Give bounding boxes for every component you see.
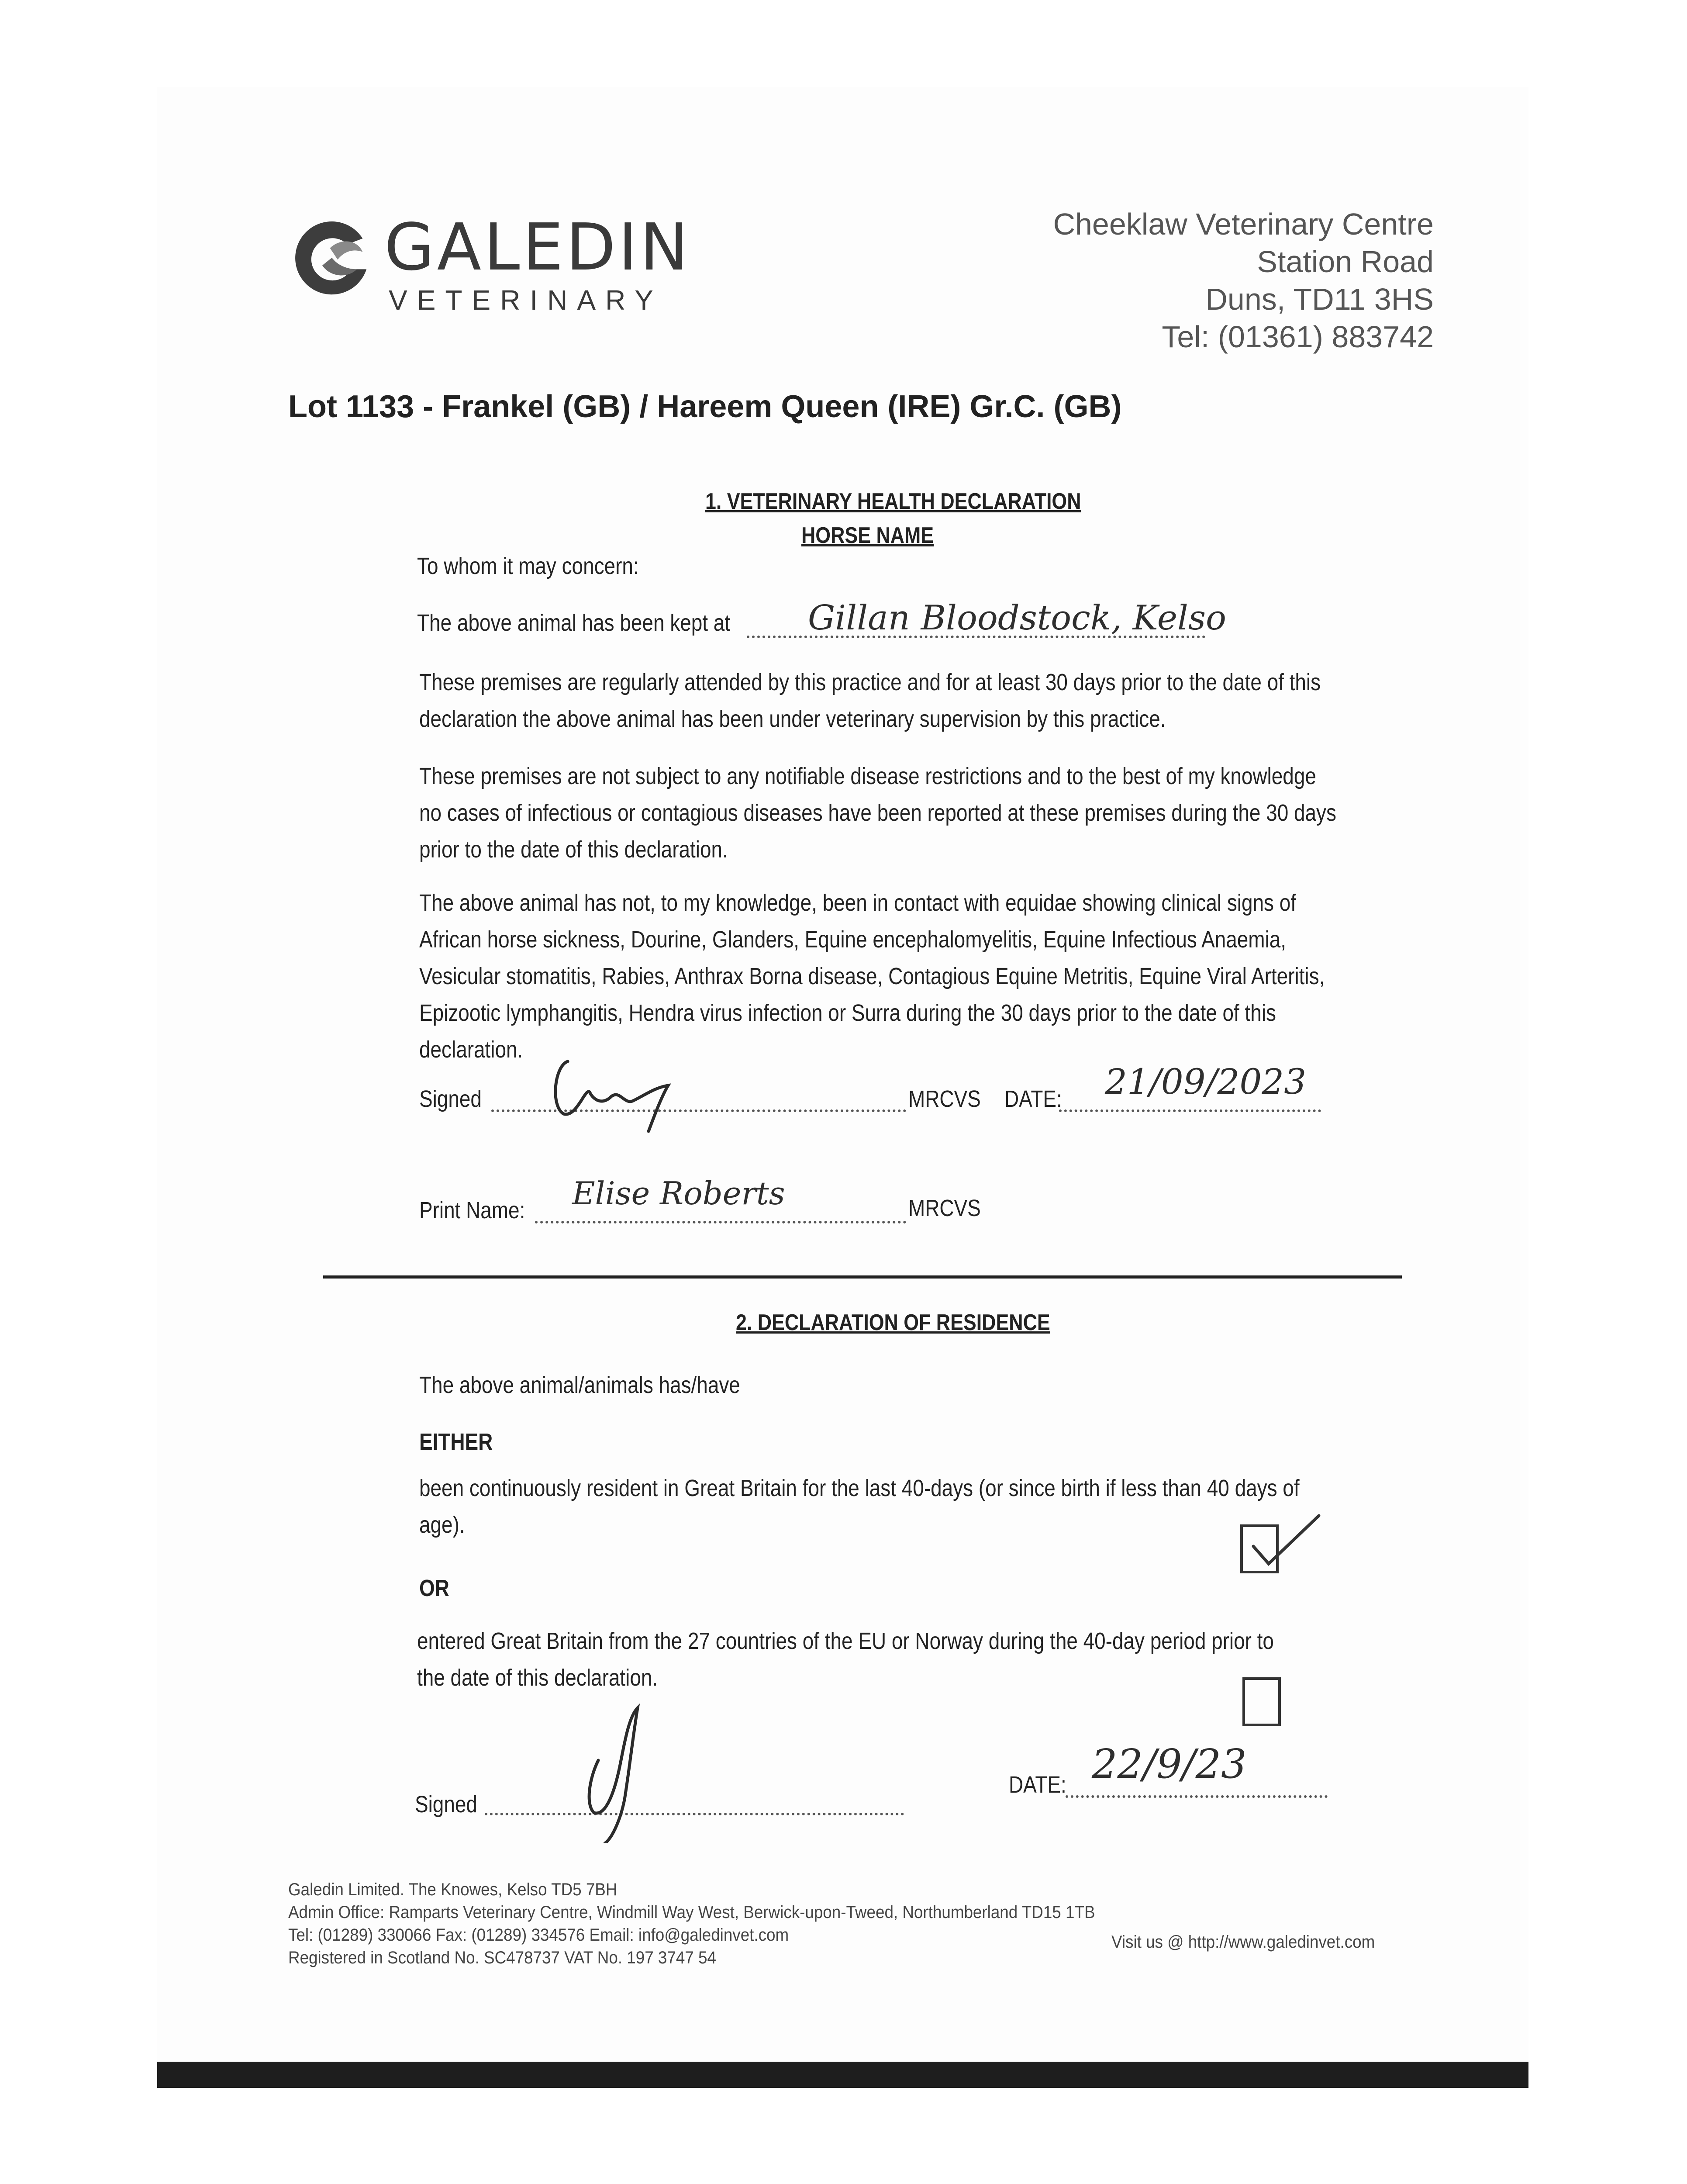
paragraph-line: African horse sickness, Dourine, Glanders, Equine encephalomyelitis, Equine Infectious Anaemia, — [419, 926, 1286, 953]
print-name-line — [535, 1221, 906, 1223]
print-mrcvs-label: MRCVS — [908, 1195, 981, 1221]
residence-intro: The above animal/animals has/have — [419, 1372, 740, 1398]
lot-title: Lot 1133 - Frankel (GB) / Hareem Queen (IRE) Gr.C. (GB) — [288, 389, 1122, 424]
signature-line — [485, 1813, 904, 1815]
address-phone: Tel: (01361) 883742 — [1162, 320, 1434, 354]
footer-line: Admin Office: Ramparts Veterinary Centre, Windmill Way West, Berwick-upon-Tweed, Northumberland TD15 1TB — [288, 1903, 1095, 1922]
section-divider — [323, 1275, 1402, 1279]
or-label: OR — [419, 1575, 449, 1601]
date-label: DATE: — [1009, 1772, 1066, 1798]
paragraph-line: These premises are not subject to any notifiable disease restrictions and to the best of my knowledge — [419, 763, 1316, 789]
website-link[interactable]: Visit us @ http://www.galedinvet.com — [1111, 1932, 1375, 1952]
kept-at-label: The above animal has been kept at — [417, 610, 731, 636]
paragraph-line: These premises are regularly attended by this practice and for at least 30 days prior to the date of this — [419, 669, 1321, 695]
option-line: been continuously resident in Great Britain for the last 40-days (or since birth if less than 40 days of — [419, 1475, 1300, 1501]
kept-at-handwritten: Gillan Bloodstock, Kelso — [808, 598, 1226, 638]
paragraph-line: Vesicular stomatitis, Rabies, Anthrax Borna disease, Contagious Equine Metritis, Equine Viral Arteritis, — [419, 963, 1325, 989]
document-page — [157, 87, 1528, 2070]
section2-heading: 2. DECLARATION OF RESIDENCE — [736, 1310, 1050, 1335]
paragraph-line: declaration. — [419, 1037, 523, 1063]
option-resident — [419, 1470, 1300, 1543]
address-line: Duns, TD11 3HS — [1205, 282, 1434, 316]
section1-heading: 1. VETERINARY HEALTH DECLARATION — [705, 489, 1081, 514]
scan-edge — [157, 2062, 1528, 2088]
greeting: To whom it may concern: — [417, 553, 639, 579]
declarant-signature-icon — [563, 1699, 668, 1843]
date-handwritten: 22/9/23 — [1092, 1741, 1247, 1787]
either-label: EITHER — [419, 1429, 493, 1455]
section1-subheading: HORSE NAME — [801, 523, 934, 548]
brand-name: GALEDIN — [384, 210, 691, 285]
paragraph-line: declaration the above animal has been under veterinary supervision by this practice. — [419, 706, 1166, 732]
mrcvs-label: MRCVS — [908, 1086, 981, 1112]
footer-line: Registered in Scotland No. SC478737 VAT No. 197 3747 54 — [288, 1948, 716, 1967]
signed-label: Signed — [419, 1086, 482, 1112]
paragraph-line: The above animal has not, to my knowledge, been in contact with equidae showing clinical signs of — [419, 890, 1297, 916]
print-name-handwritten: Elise Roberts — [572, 1175, 785, 1212]
date-label: DATE: — [1004, 1086, 1062, 1112]
paragraph-line: Epizootic lymphangitis, Hendra virus infection or Surra during the 30 days prior to the date of this — [419, 1000, 1276, 1026]
address-line: Station Road — [1257, 245, 1434, 279]
galedin-logo-icon — [284, 210, 380, 306]
paragraph-line: no cases of infectious or contagious diseases have been reported at these premises during the 30 days — [419, 800, 1336, 826]
paragraph-supervision — [419, 664, 1321, 737]
print-name-label: Print Name: — [419, 1197, 525, 1223]
option-line: age). — [419, 1512, 465, 1538]
company-footer — [288, 1878, 1095, 1969]
address-line: Cheeklaw Veterinary Centre — [1053, 207, 1434, 241]
footer-line: Galedin Limited. The Knowes, Kelso TD5 7BH — [288, 1880, 618, 1899]
vet-signature-icon — [537, 1040, 694, 1136]
footer-line: Tel: (01289) 330066 Fax: (01289) 334576 Email: info@galedinvet.com — [288, 1925, 789, 1945]
date-line — [1059, 1109, 1321, 1112]
paragraph-line: prior to the date of this declaration. — [419, 836, 728, 863]
brand-subtitle: VETERINARY — [389, 284, 663, 316]
signed-label: Signed — [415, 1791, 477, 1818]
option-line: entered Great Britain from the 27 countries of the EU or Norway during the 40-day period prior to — [417, 1628, 1274, 1654]
paragraph-restrictions — [419, 758, 1336, 868]
checkmark-icon — [1245, 1507, 1323, 1572]
option-line: the date of this declaration. — [417, 1665, 658, 1691]
date-handwritten: 21/09/2023 — [1105, 1061, 1307, 1102]
option-entered — [417, 1623, 1274, 1696]
entered-checkbox[interactable] — [1242, 1677, 1281, 1726]
date-line — [1066, 1795, 1328, 1798]
